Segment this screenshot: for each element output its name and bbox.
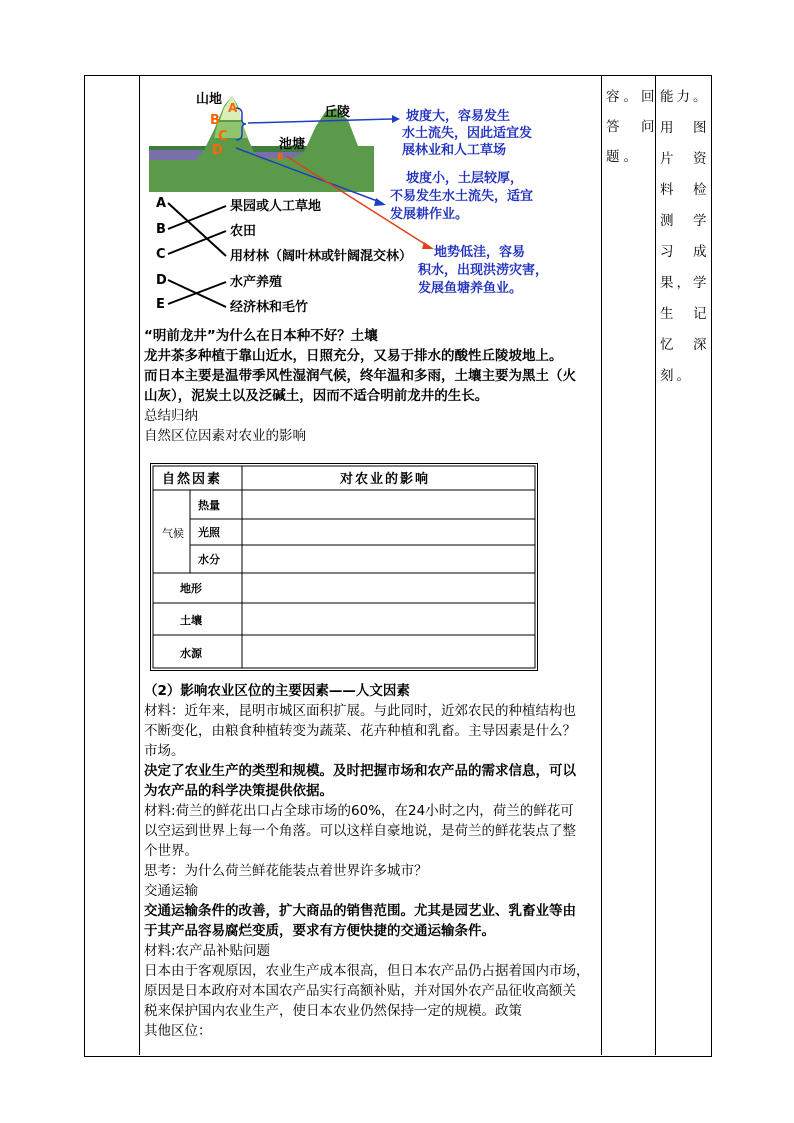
question-longjing: “明前龙井”为什么在日本种不好？土壤: [144, 328, 378, 344]
callout-low-1: 地势低洼，容易: [434, 245, 526, 260]
section-human-factors: （2）影响农业区位的主要因素——人文因素: [144, 683, 410, 699]
callout-steep-3: 展林业和人工草场: [402, 143, 507, 158]
callout-gentle-1: 坡度小，土层较厚，: [406, 171, 524, 186]
table-soil: 土壤: [180, 614, 202, 627]
table-header-impact: 对农业的影响: [340, 472, 431, 487]
material-netherlands-1: 材料:荷兰的鲜花出口占全球市场的60%，在24小时之内，荷兰的鲜花可: [144, 803, 574, 819]
callout-gentle-2: 不易发生水土流失，适宜: [390, 189, 534, 204]
design-intent-line: 生 记: [660, 306, 710, 322]
subsidy-line-3: 税来保护国内农业生产，使日本农业仍然保持一定的规模。政策: [144, 1003, 522, 1019]
column-divider-1: [139, 75, 140, 1055]
subsidy-line-2: 原因是日本政府对本国农产品实行高额补贴，并对国外农产品征收高额关: [144, 983, 576, 999]
letter-D: D: [212, 143, 223, 158]
match-lines: [168, 203, 226, 307]
design-intent-line: 习 成: [660, 244, 710, 260]
material-netherlands-3: 个世界。: [144, 843, 198, 859]
callout-low-3: 发展鱼塘养鱼业。: [418, 281, 523, 296]
letter-E-marker: E: [277, 152, 284, 163]
student-activity-column: [606, 82, 659, 172]
transport-point-1: 交通运输条件的改善，扩大商品的销售范围。尤其是园艺业、乳畜业等由: [144, 903, 576, 919]
table-header-factor: 自然因素: [162, 472, 223, 487]
design-intent-line: 能力。: [660, 89, 710, 105]
arrow-steep-head: [392, 115, 400, 123]
arrow-low-head: [422, 242, 434, 249]
match-right-5: 经济林和毛竹: [230, 300, 309, 315]
natural-factors-table: [150, 463, 538, 671]
terrain-diagram: [144, 86, 564, 321]
answer-line-1: 龙井茶多种植于靠山近水，日照充分，又易于排水的酸性丘陵坡地上。: [144, 348, 563, 364]
letter-A: A: [228, 101, 238, 115]
table-climate-label: 气候: [162, 527, 184, 540]
design-intent-line: 片 资: [660, 151, 710, 167]
subsidy-line-1: 日本由于客观原因，农业生产成本很高，但日本农产品仍占据着国内市场，: [144, 963, 590, 979]
label-pond: 池塘: [279, 137, 306, 152]
column-divider-3: [655, 75, 656, 1055]
material-kunming-answer: 市场。: [144, 743, 185, 759]
design-intent-line: 忆 深: [660, 337, 710, 353]
material-kunming-2: 不断变化，由粮食种植转变为蔬菜、花卉种植和乳畜。主导因素是什么？: [144, 723, 576, 739]
design-intent-line: 刻。: [660, 368, 693, 384]
label-hill: 丘陵: [324, 105, 351, 120]
letter-B: B: [210, 113, 220, 128]
student-activity-line: 题。: [606, 149, 641, 165]
design-intent-column: [660, 82, 710, 392]
callout-steep-1: 坡度大，容易发生: [406, 109, 511, 124]
match-right-4: 水产养殖: [230, 275, 283, 290]
table-terrain: 地形: [180, 582, 202, 595]
table-heat: 热量: [198, 499, 220, 512]
answer-line-3: 山灰），泥炭土以及泛碱土，因而不适合明前龙井的生长。: [144, 388, 489, 404]
pond-water: [149, 150, 204, 160]
match-left-A: A: [156, 196, 167, 211]
label-mountain: 山地: [196, 92, 223, 107]
callout-gentle-3: 发展耕作业。: [390, 207, 469, 222]
market-point-1: 决定了农业生产的类型和规模。及时把握市场和农产品的需求信息，可以: [144, 763, 576, 779]
answer-line-2: 而日本主要是温带季风性湿润气候，终年温和多雨，土壤主要为黑土（火: [144, 368, 576, 384]
callout-low-2: 积水，出现洪涝灾害，: [418, 263, 549, 278]
table-water: 水分: [198, 553, 220, 566]
design-intent-line: 测 学: [660, 213, 710, 229]
student-activity-line: 答 问: [606, 119, 659, 135]
match-right-3: 用材林（阔叶林或针阔混交林）: [230, 249, 413, 264]
material-kunming-1: 材料：近年来，昆明市城区面积扩展。与此同时，近郊农民的种植结构也: [144, 703, 576, 719]
transport-point-2: 于其产品容易腐烂变质，要求有方便快捷的交通运输条件。: [144, 923, 495, 939]
material-subsidy: 材料:农产品补贴问题: [144, 943, 271, 959]
match-left-D: D: [156, 273, 167, 288]
market-point-2: 为农产品的科学决策提供依据。: [144, 783, 333, 799]
summary-subheading: 自然区位因素对农业的影响: [144, 428, 306, 444]
design-intent-line: 用 图: [660, 120, 710, 136]
main-text: [144, 326, 602, 446]
design-intent-line: 料 检: [660, 182, 710, 198]
match-right-2: 农田: [230, 224, 257, 239]
letter-C: C: [218, 129, 228, 144]
main-text-2: [144, 681, 602, 1041]
callout-steep-2: 水土流失，因此适宜发: [402, 126, 533, 141]
match-left-C: C: [156, 247, 166, 262]
table-water-source: 水源: [180, 647, 202, 660]
student-activity-line: 容。回: [606, 89, 659, 105]
table-light: 光照: [198, 526, 220, 539]
transport-heading: 交通运输: [144, 883, 198, 899]
match-left-B: B: [156, 222, 166, 237]
match-right-1: 果园或人工草地: [230, 199, 322, 214]
arrow-gentle-head: [374, 198, 386, 206]
design-intent-line: 果，学: [660, 275, 710, 291]
summary-heading: 总结归纳: [144, 408, 198, 424]
material-netherlands-2: 以空运到世界上每一个角落。可以这样自豪地说，是荷兰的鲜花装点了整: [144, 823, 576, 839]
match-left-E: E: [156, 297, 165, 312]
other-factors: 其他区位：: [144, 1023, 212, 1039]
think-question: 思考：为什么荷兰鲜花能装点着世界许多城市？: [144, 863, 428, 879]
